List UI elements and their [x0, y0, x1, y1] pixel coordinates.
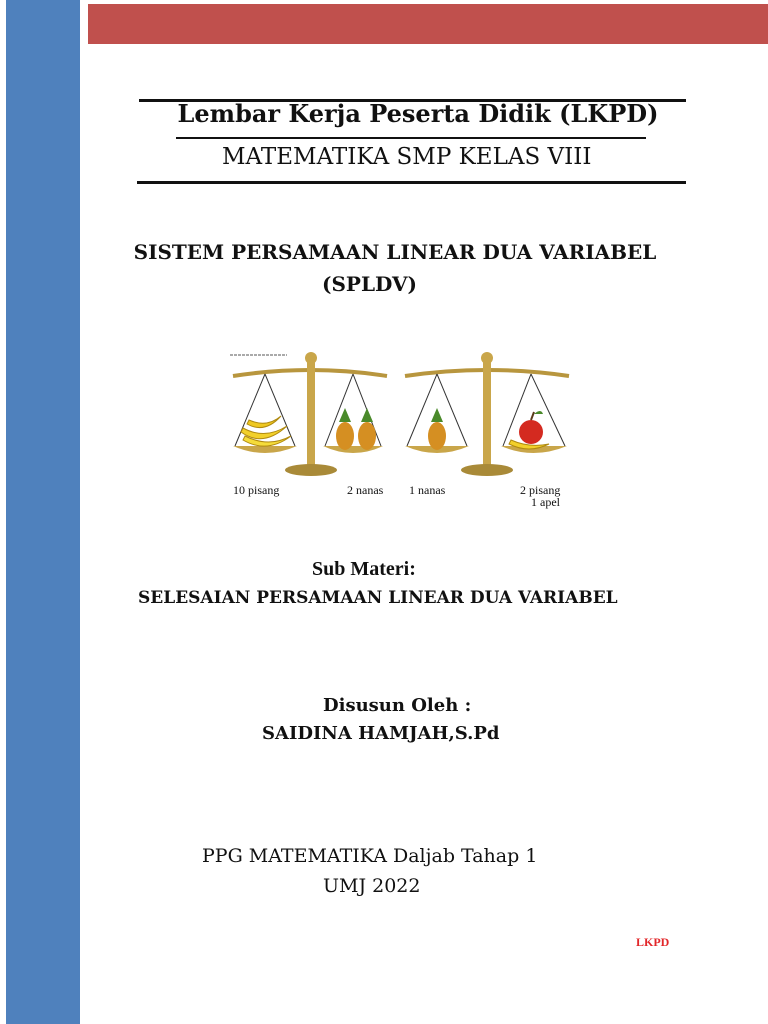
balance-scales-illustration [225, 344, 585, 514]
sub-materi-heading: Sub Materi: [312, 558, 416, 580]
title-rule-middle [176, 137, 646, 139]
left-blue-bar [6, 0, 80, 1024]
footer-label: LKPD [636, 935, 670, 949]
banana-bunch-icon [241, 416, 291, 446]
topic-title: SISTEM PERSAMAAN LINEAR DUA VARIABEL [133, 240, 657, 264]
program-year: UMJ 2022 [323, 875, 421, 897]
apple-and-bananas-icon [509, 411, 549, 449]
pineapple-pair-icon [336, 408, 376, 450]
author-label: Disusun Oleh : [323, 695, 472, 716]
right-balance-scale [405, 352, 569, 476]
document-subtitle: MATEMATIKA SMP KELAS VIII [222, 144, 592, 170]
title-rule-bottom [137, 181, 686, 184]
label-10-pisang: 10 pisang [233, 483, 280, 497]
label-1-nanas: 1 nanas [409, 483, 446, 497]
author-name: SAIDINA HAMJAH,S.Pd [262, 723, 500, 744]
left-balance-scale [233, 352, 387, 476]
label-2-nanas: 2 nanas [347, 483, 384, 497]
pineapple-icon [428, 408, 446, 450]
document-title: Lembar Kerja Peserta Didik (LKPD) [177, 99, 659, 128]
label-1-apel: 1 apel [531, 495, 560, 509]
top-red-bar [88, 4, 768, 44]
sub-materi-text: SELESAIAN PERSAMAAN LINEAR DUA VARIABEL [138, 588, 618, 608]
topic-abbreviation: (SPLDV) [322, 272, 417, 296]
label-2-pisang: 2 pisang [520, 483, 561, 497]
program-name: PPG MATEMATIKA Daljab Tahap 1 [202, 845, 538, 867]
